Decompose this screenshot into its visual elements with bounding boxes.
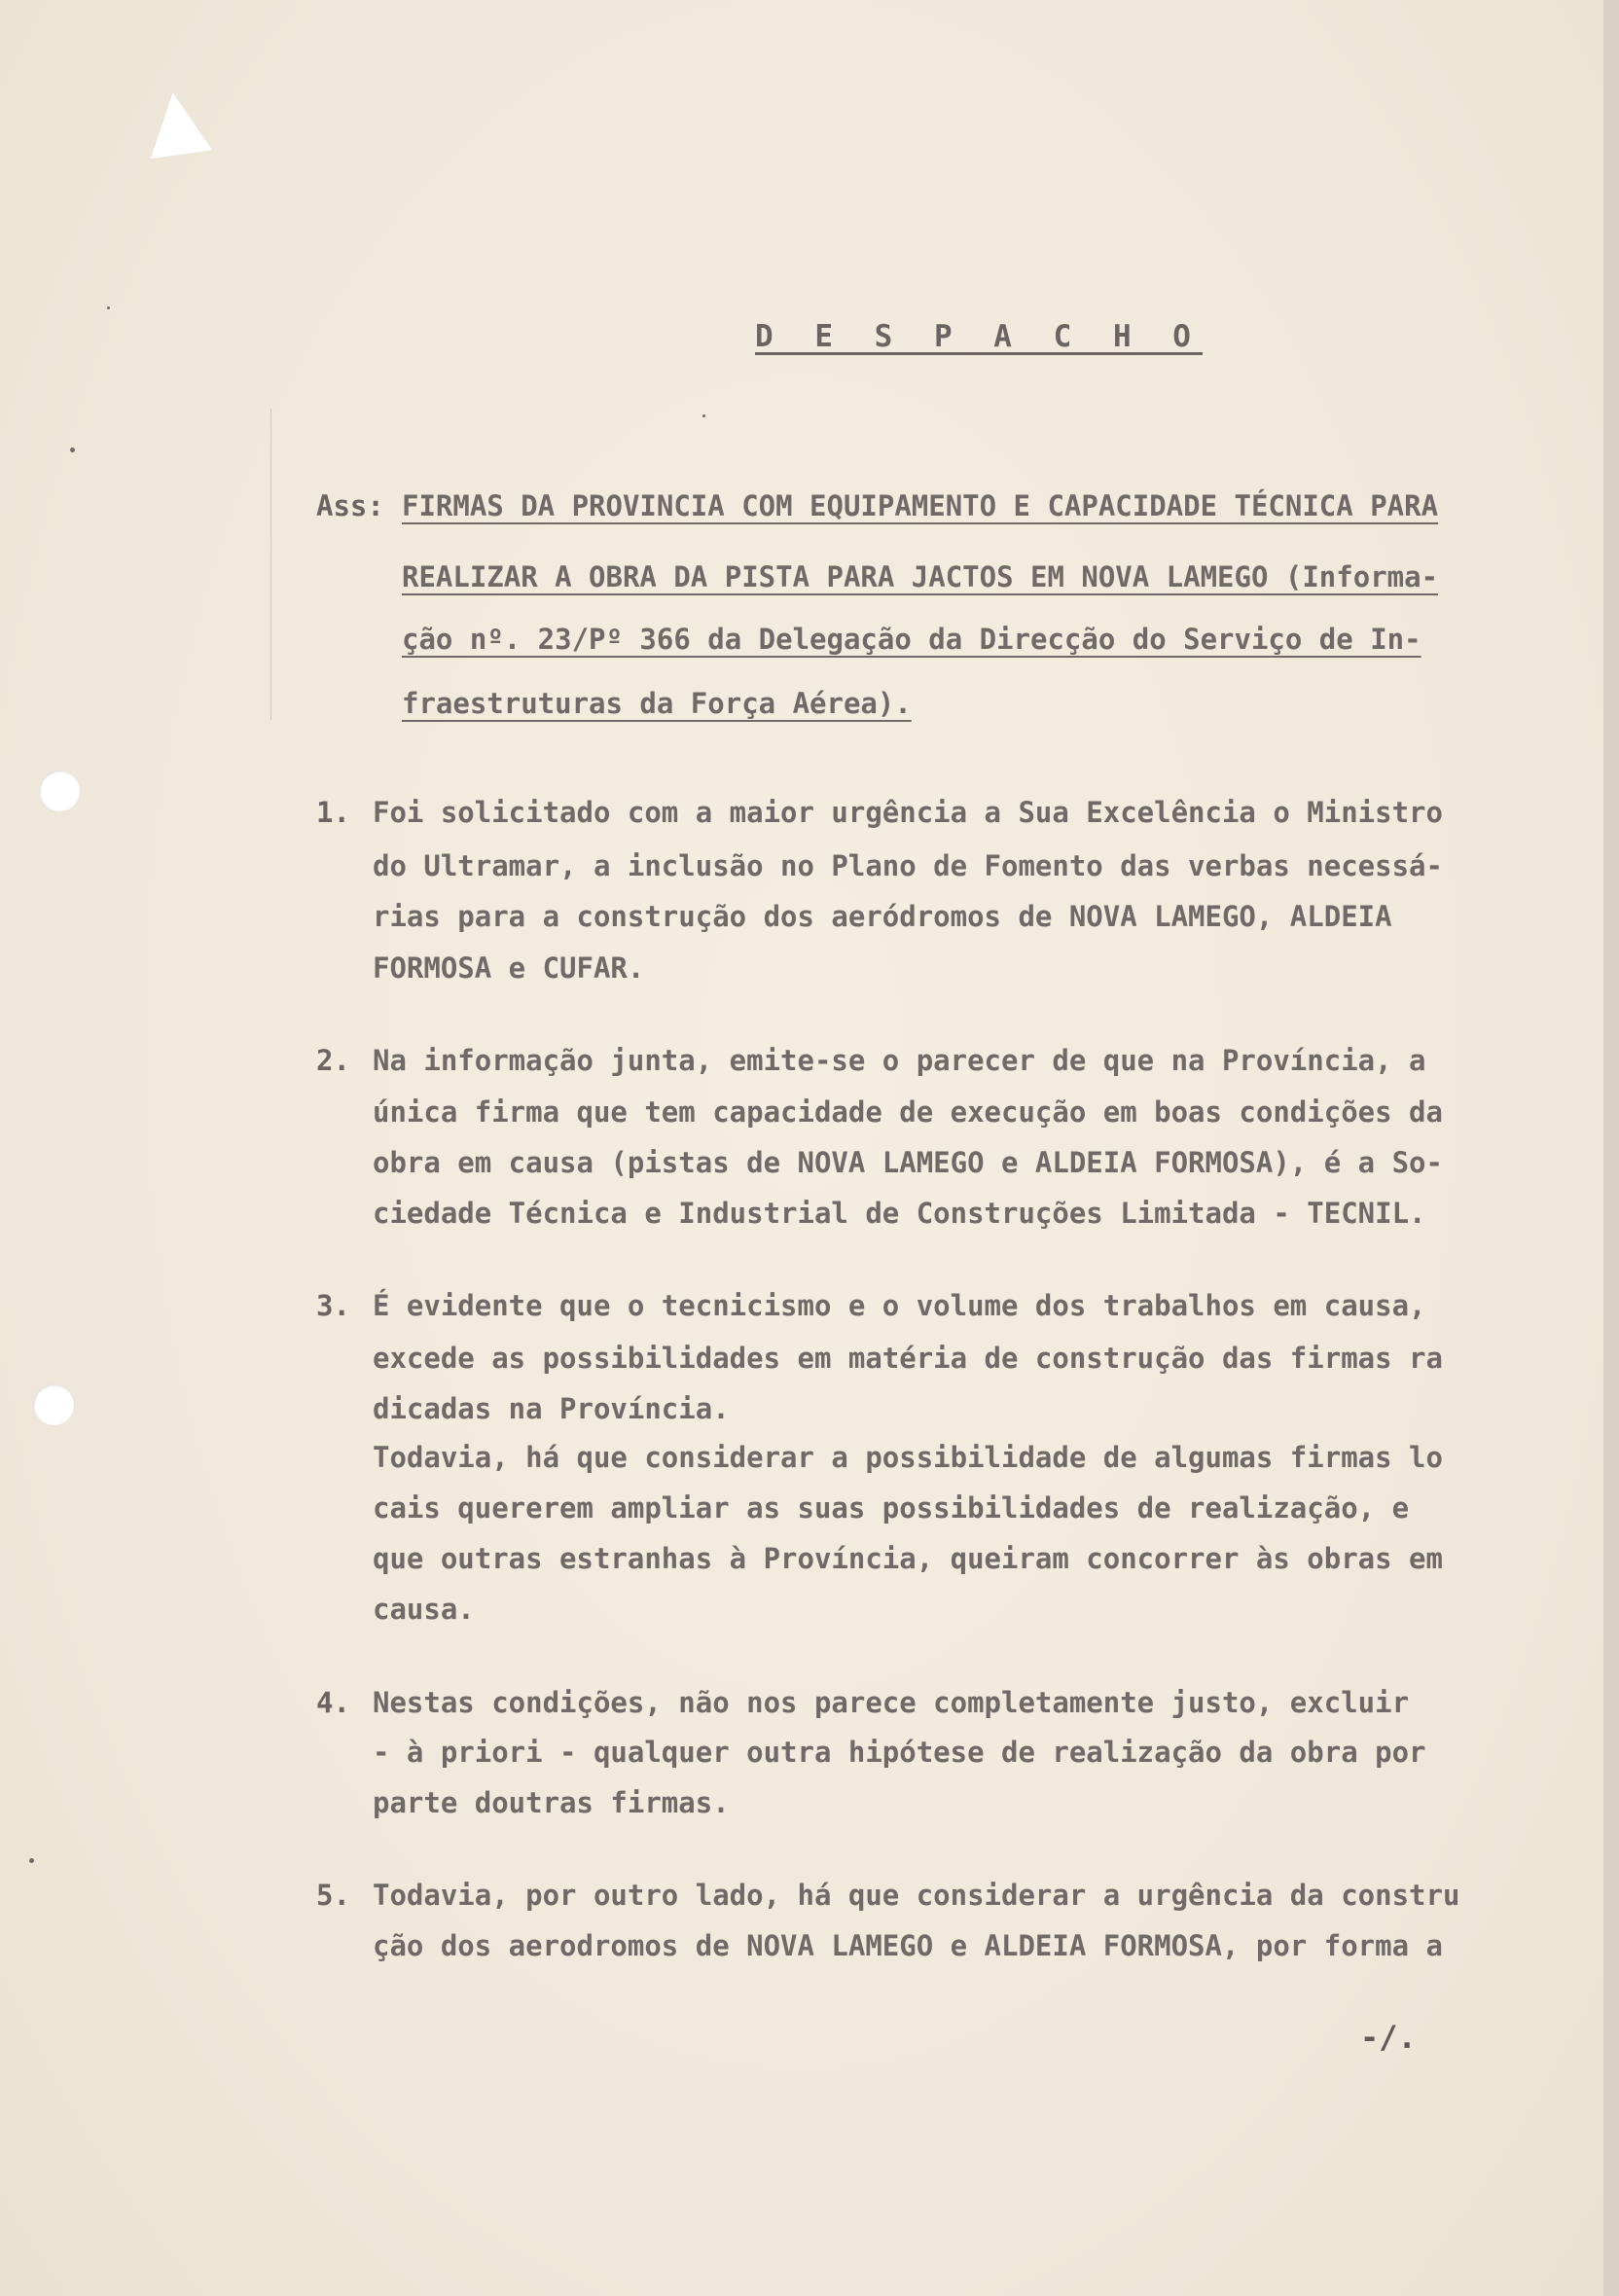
paragraph-number: 1.: [316, 796, 350, 829]
paragraph-line: causa.: [373, 1593, 475, 1626]
paragraph-line: cais quererem ampliar as suas possibilidades de realização, e: [373, 1491, 1410, 1525]
subject-line: fraestruturas da Força Aérea).: [402, 687, 912, 720]
paragraph-line: que outras estranhas à Província, queiram concorrer às obras em: [373, 1542, 1443, 1575]
subject-line: ção nº. 23/Pº 366 da Delegação da Direcção do Serviço de In-: [402, 623, 1421, 656]
subject-label: Ass:: [316, 489, 384, 522]
ink-speck: [107, 306, 110, 309]
paragraph-line: - à priori - qualquer outra hipótese de realização da obra por: [373, 1736, 1426, 1769]
scan-edge: [1603, 0, 1619, 2296]
ink-speck: [29, 1858, 34, 1863]
margin-crease: [270, 409, 271, 720]
subject-line: FIRMAS DA PROVINCIA COM EQUIPAMENTO E CAPACIDADE TÉCNICA PARA: [402, 489, 1439, 522]
paragraph-line: FORMOSA e CUFAR.: [373, 951, 645, 985]
paragraph-line: parte doutras firmas.: [373, 1786, 730, 1819]
paragraph-number: 5.: [316, 1879, 350, 1912]
paragraph-line: ção dos aerodromos de NOVA LAMEGO e ALDEIA FORMOSA, por forma a: [373, 1929, 1443, 1962]
paragraph-number: 4.: [316, 1686, 350, 1719]
punch-hole-top: [39, 771, 80, 811]
paragraph-number: 3.: [316, 1289, 350, 1322]
paragraph-line: Todavia, há que considerar a possibilidade de algumas firmas lo: [373, 1441, 1443, 1474]
ink-speck: [702, 414, 705, 417]
paragraph-line: excede as possibilidades em matéria de construção das firmas ra: [373, 1342, 1443, 1375]
paragraph-line: ciedade Técnica e Industrial de Construções Limitada - TECNIL.: [373, 1197, 1426, 1230]
torn-corner: [142, 89, 212, 159]
continuation-mark: -/.: [1360, 2019, 1417, 2056]
paragraph-line: do Ultramar, a inclusão no Plano de Fomento das verbas necessá-: [373, 849, 1443, 882]
paragraph-line: rias para a construção dos aeródromos de NOVA LAMEGO, ALDEIA: [373, 900, 1392, 933]
document-title: D E S P A C H O: [755, 319, 1203, 354]
paragraph-line: obra em causa (pistas de NOVA LAMEGO e ALDEIA FORMOSA), é a So-: [373, 1146, 1443, 1179]
paragraph-line: Nestas condições, não nos parece completamente justo, excluir: [373, 1686, 1410, 1719]
punch-hole-bottom: [33, 1384, 74, 1425]
paragraph-line: Na informação junta, emite-se o parecer de que na Província, a: [373, 1044, 1426, 1077]
ink-speck: [70, 448, 75, 452]
paragraph-line: Foi solicitado com a maior urgência a Sua Excelência o Ministro: [373, 796, 1443, 829]
subject-line: REALIZAR A OBRA DA PISTA PARA JACTOS EM NOVA LAMEGO (Informa-: [402, 560, 1439, 593]
paragraph-line: única firma que tem capacidade de execução em boas condições da: [373, 1095, 1443, 1129]
paragraph-number: 2.: [316, 1044, 350, 1077]
paragraph-line: É evidente que o tecnicismo e o volume dos trabalhos em causa,: [373, 1289, 1426, 1322]
paragraph-line: Todavia, por outro lado, há que considerar a urgência da constru: [373, 1879, 1460, 1912]
paragraph-line: dicadas na Província.: [373, 1392, 730, 1425]
